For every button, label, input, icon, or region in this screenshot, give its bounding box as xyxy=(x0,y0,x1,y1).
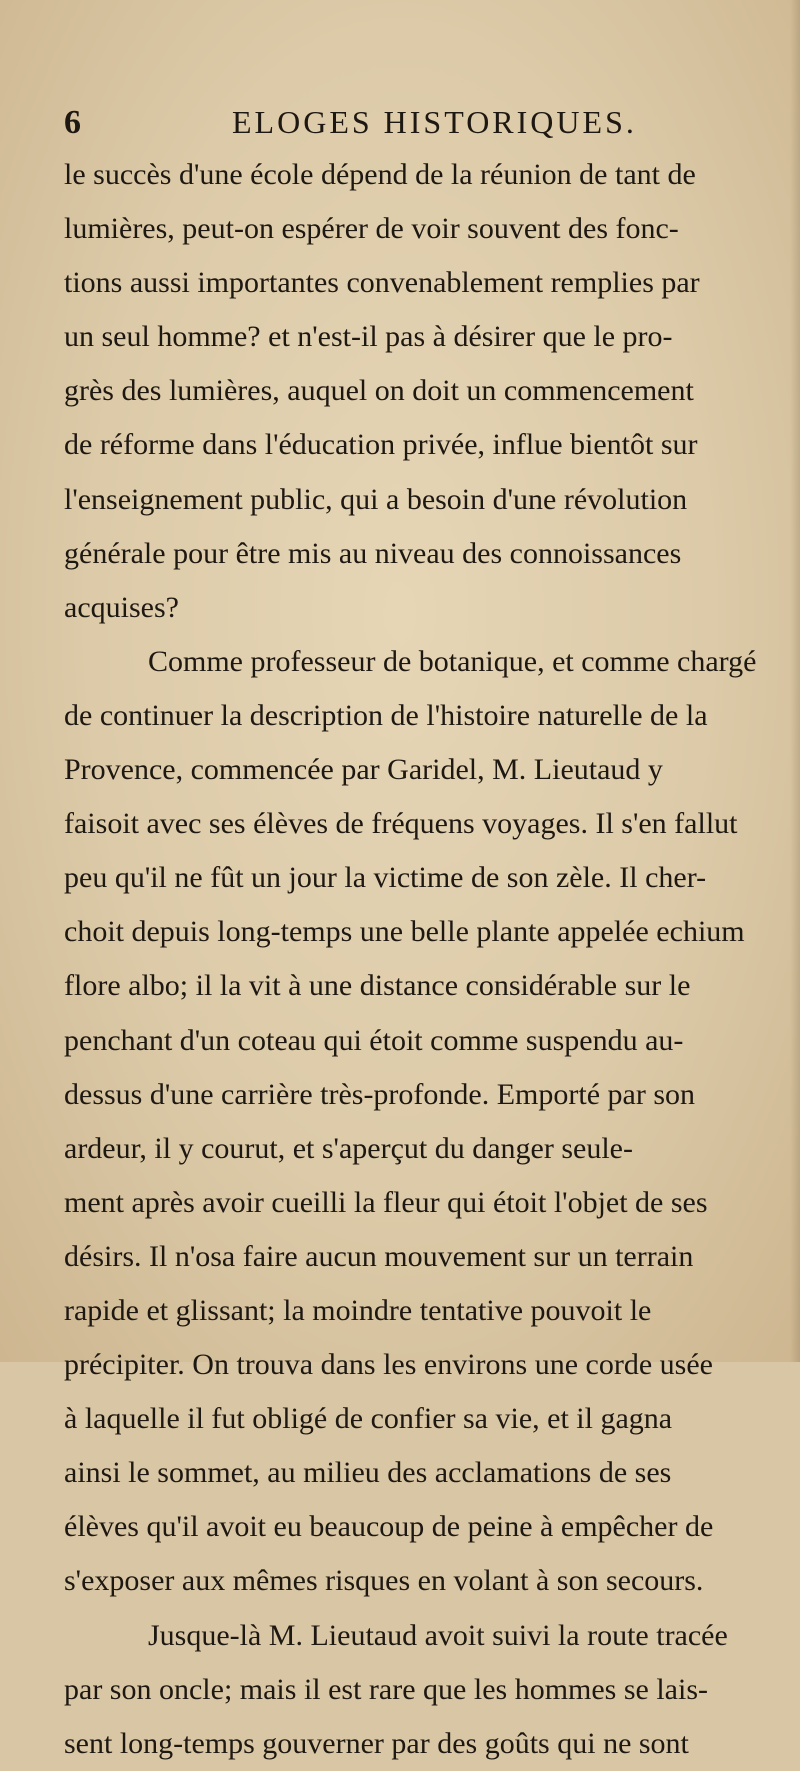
text-line: grès des lumières, auquel on doit un commencement xyxy=(64,374,694,408)
text-line: sent long-temps gouverner par des goûts qui ne sont xyxy=(64,1726,689,1760)
text-line: précipiter. On trouva dans les environs une corde usée xyxy=(64,1348,713,1382)
text-line: flore albo; il la vit à une distance considérable sur le xyxy=(64,969,691,1003)
text-line: rapide et glissant; la moindre tentative pouvoit le xyxy=(64,1293,652,1327)
text-line: dessus d'une carrière très-profonde. Emporté par son xyxy=(64,1077,696,1111)
text-line: choit depuis long-temps une belle plante appelée echium xyxy=(64,915,745,949)
text-line: de continuer la description de l'histoire naturelle de la xyxy=(64,698,708,732)
text-line: à laquelle il fut obligé de confier sa vie, et il gagna xyxy=(64,1402,673,1436)
body-text xyxy=(64,148,757,1771)
text-line: l'enseignement public, qui a besoin d'une révolution xyxy=(64,482,688,516)
text-line: penchant d'un coteau qui étoit comme suspendu au- xyxy=(64,1023,684,1057)
running-head: ELOGES HISTORIQUES. xyxy=(232,104,637,140)
text-line: lumières, peut-on espérer de voir souvent des fonc- xyxy=(64,212,679,246)
text-line: générale pour être mis au niveau des connoissances xyxy=(64,536,682,570)
text-line: le succès d'une école dépend de la réunion de tant de xyxy=(64,158,696,191)
text-line: acquises? xyxy=(64,590,179,624)
page-edge-shadow xyxy=(790,0,800,1362)
page-header xyxy=(64,98,764,154)
text-line: Provence, commencée par Garidel, M. Lieutaud y xyxy=(64,753,663,787)
text-line: de réforme dans l'éducation privée, influe bientôt sur xyxy=(64,428,698,462)
text-line: peu qu'il ne fût un jour la victime de son zèle. Il cher- xyxy=(64,861,707,895)
text-line: faisoit avec ses élèves de fréquens voyages. Il s'en fallut xyxy=(64,807,738,841)
text-line: ment après avoir cueilli la fleur qui étoit l'objet de ses xyxy=(64,1185,708,1219)
paragraph-start-line: Comme professeur de botanique, et comme chargé xyxy=(148,644,757,678)
text-line: par son oncle; mais il est rare que les hommes se lais- xyxy=(64,1672,708,1706)
text-line: s'exposer aux mêmes risques en volant à son secours. xyxy=(64,1564,704,1598)
text-line: ardeur, il y courut, et s'aperçut du danger seule- xyxy=(64,1131,633,1165)
paragraph-start-line: Jusque-là M. Lieutaud avoit suivi la route tracée xyxy=(148,1618,728,1652)
text-line: ainsi le sommet, au milieu des acclamations de ses xyxy=(64,1456,672,1490)
text-line: élèves qu'il avoit eu beaucoup de peine à empêcher de xyxy=(64,1510,714,1544)
page-number: 6 xyxy=(64,104,81,141)
text-line: un seul homme? et n'est-il pas à désirer que le pro- xyxy=(64,320,673,354)
text-line: tions aussi importantes convenablement remplies par xyxy=(64,266,700,300)
text-line: désirs. Il n'osa faire aucun mouvement sur un terrain xyxy=(64,1239,694,1273)
